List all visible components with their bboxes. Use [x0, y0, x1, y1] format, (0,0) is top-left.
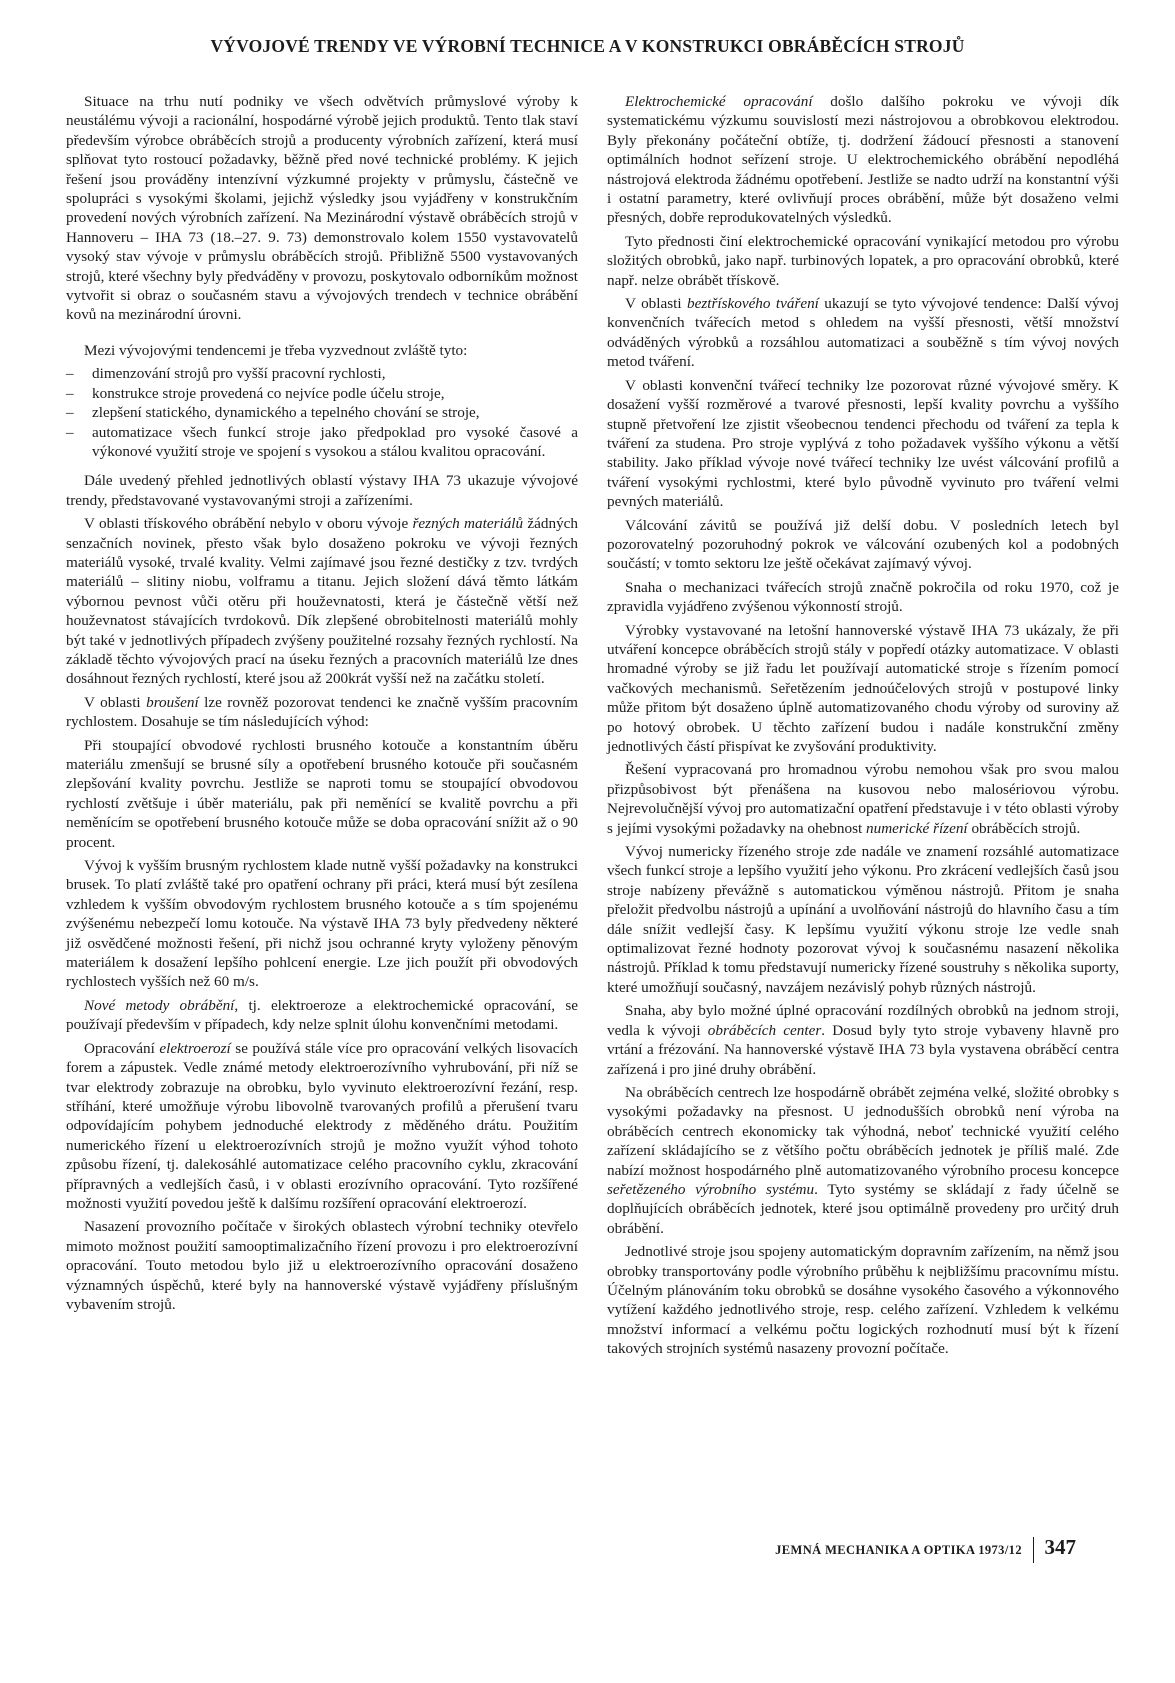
paragraph: Řešení vypracovaná pro hromadnou výrobu nemohou však pro svou malou přizpůsobivost být přenášena na kusovou nebo malosériovou výrobu. Nejrevolučnější vývoj pro automatizační opatření představuje i v této oblasti výroby s jejími vysokými požadavky na ohebnost numerické řízení obráběcích strojů. [607, 761, 1120, 837]
paragraph: Opracování elektroerozí se používá stále více pro opracování velkých lisovacích forem a zápustek. Vedle známé metody elektroerozívního vyhrubování, při níž se tvar elektrody zobrazuje na obrobku, bylo vyvinuto elektroerozívní řezání, resp. stříhání, které umožňuje výrobu libovolně tvarovaných profilů a přerušení tvaru odpovídajícím pohybem jednoduché elektrody z měděného drátu. Použitím numerického řízení u elektroerozívních strojů je možno využít výhod tohoto způsobu řízení, tj. dalekosáhlé automatizace celého pracovního cyklu, zkracování přípravných a vedlejších časů, i v oblasti erozívního opracování. Tyto rozšířené možnosti využití povedou ještě k dalšímu rozšíření opracování elektroerozí. [66, 1039, 579, 1212]
trend-list [66, 364, 578, 461]
paragraph: Nové metody obrábění, tj. elektroeroze a elektrochemické opracování, se používají především v případech, kdy nelze splnit úlohu konvenčními metodami. [66, 996, 578, 1034]
footer-divider [1033, 1537, 1035, 1563]
list-item: – dimenzování strojů pro vyšší pracovní rychlosti, [66, 364, 578, 383]
paragraph: V oblasti konvenční tvářecí techniky lze pozorovat různé vývojové směry. K dosažení vyšší rozměrové a tvarové přesnosti, lepší kvality povrchu a vyššího stupně přetvoření lze zjistit všeobecnou tendenci přechodu od tváření za tepla k tváření za studena. Pro stroje vyplývá z toho požadavek vyššího výkonu a větší stability. Jako příklad vývoje nové tvářecí techniky lze uvést válcování profilů a tváření vysokými rychlostmi, které bylo původně vyvinuto pro tváření velmi pevných materiálů. [607, 376, 1119, 511]
journal-name: JEMNÁ MECHANIKA A OPTIKA 1973/12 [775, 1543, 1022, 1557]
paragraph: Při stoupající obvodové rychlosti brusného kotouče a konstantním úběru materiálu zmenšují se brusné síly a opotřebení brusného kotouče při současném zlepšování kvality povrchu. Jestliže se naproti tomu se stoupající obvodovou rychlostí zvětšuje i úběr materiálu, pak při neměnící se kvalitě povrchu a při neměnícím se opotřebení brusného kotouče může se doba opracování snížit až o 90 procent. [66, 736, 578, 851]
list-item: – automatizace všech funkcí stroje jako předpoklad pro vysoké časové a výkonové využití stroje ve spojení s vysokou a stálou kvalitou opracování. [66, 423, 578, 462]
page-title: VÝVOJOVÉ TRENDY VE VÝROBNÍ TECHNICE A V KONSTRUKCI OBRÁBĚCÍCH STROJŮ [210, 36, 965, 56]
paragraph: V oblasti broušení lze rovněž pozorovat tendenci ke značně vyšším pracovním rychlostem. Dosahuje se tím následujících výhod: [66, 693, 578, 731]
right-column [607, 92, 1119, 1363]
paragraph: Dále uvedený přehled jednotlivých oblastí výstavy IHA 73 ukazuje vývojové trendy, představované vystavovanými stroji a zařízeními. [66, 472, 578, 509]
paragraph: Snaha, aby bylo možné úplné opracování rozdílných obrobků na jednom stroji, vedla k vývoji obráběcích center. Dosud byly tyto stroje vybaveny hlavně pro vrtání a frézování. Na hannoverské výstavě IHA 73 byla vystavena obráběcí centra zařízená i pro jiné druhy obrábění. [607, 1002, 1119, 1078]
paragraph: Vývoj k vyšším brusným rychlostem klade nutně vyšší požadavky na konstrukci brusek. To platí zvláště také pro opatření ochrany při práci, která musí být zesílena vzhledem k vyšším obvodovým rychlostem brusného kotouče a s tím spojenému zvýšenému nebezpečí lomu kotouče. Na výstavě IHA 73 byly předvedeny některé již osvědčené možnosti řešení, při nichž jsou ochranné kryty vyloženy pěnovým materiálem k dosažení lepšího pohlcení energie. Lze jich použít při obvodových rychlostech vyšších než 60 m/s. [66, 857, 578, 991]
list-item: – zlepšení statického, dynamického a tepelného chování se stroje, [66, 403, 578, 422]
paragraph: Mezi vývojovými tendencemi je třeba vyzvednout zvláště tyto: [84, 341, 468, 359]
left-column [66, 92, 578, 1318]
paragraph: Válcování závitů se používá již delší dobu. V posledních letech byl pozorovatelný pozoruhodný pokrok ve válcování ozubených kol a podobných součástí; v tomto sektoru lze ještě očekávat zajímavý vývoj. [607, 516, 1119, 573]
paragraph: Nasazení provozního počítače v širokých oblastech výrobní techniky otevřelo mimoto možnost použití samooptimalizačního řízení provozu i pro elektroerozívní opracování. Touto metodou bylo již u elektroerozívního opracování dosaženo významných úspěchů, které byly na hannoverské výstavě vyjádřeny příslušným vybavením strojů. [66, 1218, 578, 1313]
paragraph: V oblasti beztřískového tváření ukazují se tyto vývojové tendence: Další vývoj konvenčních tvářecích metod s ohledem na vyšší přesnosti, větší množství odváděných výrobků a rozsáhlou automatizaci a souběžně s tím vývoj nových metod tváření. [607, 295, 1119, 371]
list-item: – konstrukce stroje provedená co nejvíce podle účelu stroje, [66, 384, 578, 403]
paragraph: Vývoj numericky řízeného stroje zde nadále ve znamení rozsáhlé automatizace všech funkcí stroje a lepšího využití jeho výkonu. Pro zkrácení vedlejších časů jsou stroje nabízeny převážně s automatickou výměnou nástrojů. Přitom je snaha přeložit předvolbu nástrojů a upínání a uvolňování nástrojů do hlavního času a tím dále snížit vedlejší časy. K lepšímu využití výkonu stroje lze vedle snah optimalizovat řezné hodnoty pozorovat vývoj k současnému nasazení několika nástrojů. Příklad k tomu představují numericky řízené soustruhy s několika suporty, které umožňují současný, navzájem nezávislý pohyb různých nástrojů. [607, 843, 1119, 996]
paragraph: Výrobky vystavované na letošní hannoverské výstavě IHA 73 ukázaly, že při utváření koncepce obráběcích strojů stály v popředí otázky automatizace. V oblasti hromadné výroby se již řadu let používají automatické stroje s řízením pomocí vačkových mechanismů. Seřetězením jednoúčelových strojů v postupové linky může přitom být dosaženo úplně automatizovaného chodu výroby od suroviny až po hotový obrobek. U těchto zařízení budou i nadále konstrukční změny jednotlivých částí přispívat ke zvyšování produktivity. [607, 621, 1119, 755]
paragraph: Elektrochemické opracování došlo dalšího pokroku ve vývoji dík systematickému výzkumu souvislostí mezi nástrojovou a obrobkovou elektrodou. Byly překonány počáteční obtíže, tj. dodržení žádoucí přesnosti a stanovení optimálních hodnot seřízení stroje. U elektrochemického obrábění nepodléhá nástrojová elektroda žádnému opotřebení. Jestliže se nadto udrží na konstantní výši i ostatní parametry, které ovlivňují proces obrábění, může být dosaženo velmi přesných, dobře reprodukovatelných výsledků. [607, 93, 1119, 227]
paragraph: Situace na trhu nutí podniky ve všech odvětvích průmyslové výroby k neustálému vývoji a racionální, hospodárné výrobě jejich produktů. Tento tlak staví především výrobce obráběcích strojů a producenty výrobních zařízení, která musí splňovat tyto rostoucí požadavky, běžně před nové technické problémy. K jejich řešení jsou prováděny intenzívní výzkumné projekty v průmyslu, částečně ve spolupráci s vysokými školami, jejichž výsledky jsou vyjádřeny v konstrukčním provedení nových výrobních zařízení. Na Mezinárodní výstavě obráběcích strojů v Hannoveru – IHA 73 (18.–27. 9. 73) demonstrovalo kolem 1550 vystavovatelů vysoký stav vývoje v průmyslu obráběcích strojů. Přibližně 5500 vystavovaných strojů, které všechny byly předváděny v provozu, poskytovalo odborníkům možnost vytvořit si obraz o současném stavu a vývojových trendech v technice obrábění kovů na mezinárodní úrovni. [66, 93, 578, 324]
paragraph: Tyto přednosti činí elektrochemické opracování vynikající metodou pro výrobu složitých obrobků, jako např. turbinových lopatek, a pro opracování obrobků, které např. nelze obrábět třískově. [607, 232, 1119, 289]
paragraph: Snaha o mechanizaci tvářecích strojů značně pokročila od roku 1970, což je zpravidla vyjádřeno zvýšenou výkonností strojů. [607, 578, 1119, 616]
page-footer [690, 1535, 1130, 1565]
paragraph: Na obráběcích centrech lze hospodárně obrábět zejména velké, složité obrobky s vysokými požadavky na přesnost. U jednodušších obrobků není výroba na obráběcích centrech ekonomicky tak výhodná, neboť technické využití celého zařízení skládajícího se z většího počtu obráběcích jednotek je příliš malé. Zde nabízí možnost hospodárného plně automatizovaného výrobního procesu koncepce seřetězeného výrobního systému. Tyto systémy se skládají z řady účelně se doplňujících obráběcích jednotek, které jsou optimálně provedeny pro určitý druh obrábění. [607, 1083, 1119, 1237]
paragraph: V oblasti třískového obrábění nebylo v oboru vývoje řezných materiálů žádných senzačních novinek, přesto však bylo dosaženo pokroku ve vývoji řezných materiálů vysoké, trvalé kvality. Velmi zajímavé jsou řezné destičky z tzv. tvrdých materiálů – slitiny niobu, volframu a titanu. Jejich složení dává těmto látkám výbornou pevnost vůči otěru při houževnatosti, která je částečně větší než houževnatost stávajících tvrdokovů. Dík zlepšené obrobitelnosti materiálů mohly být také v jednotlivých případech zvýšeny použitelné rozsahy řezných rychlostí. Na základě těchto vývojových prací na úseku řezných a pracovních materiálů lze dnes dosáhnout řezných rychlostí, které jsou až 200krát vyšší než na začátku století. [66, 515, 579, 688]
page-number: 347 [1044, 1535, 1076, 1559]
paragraph: Jednotlivé stroje jsou spojeny automatickým dopravním zařízením, na němž jsou obrobky transportovány podle výrobního průběhu k nejbližšímu pracovnímu místu. Účelným plánováním toku obrobků se dosáhne vysokého časového a výkonnového vytížení každého jednotlivého stroje, resp. celého zařízení. Vzhledem k velkému množství informací a velkému počtu logických rozhodnutí musí být k řízení takových strojních systémů nasazeny provozní počítače. [607, 1243, 1119, 1358]
